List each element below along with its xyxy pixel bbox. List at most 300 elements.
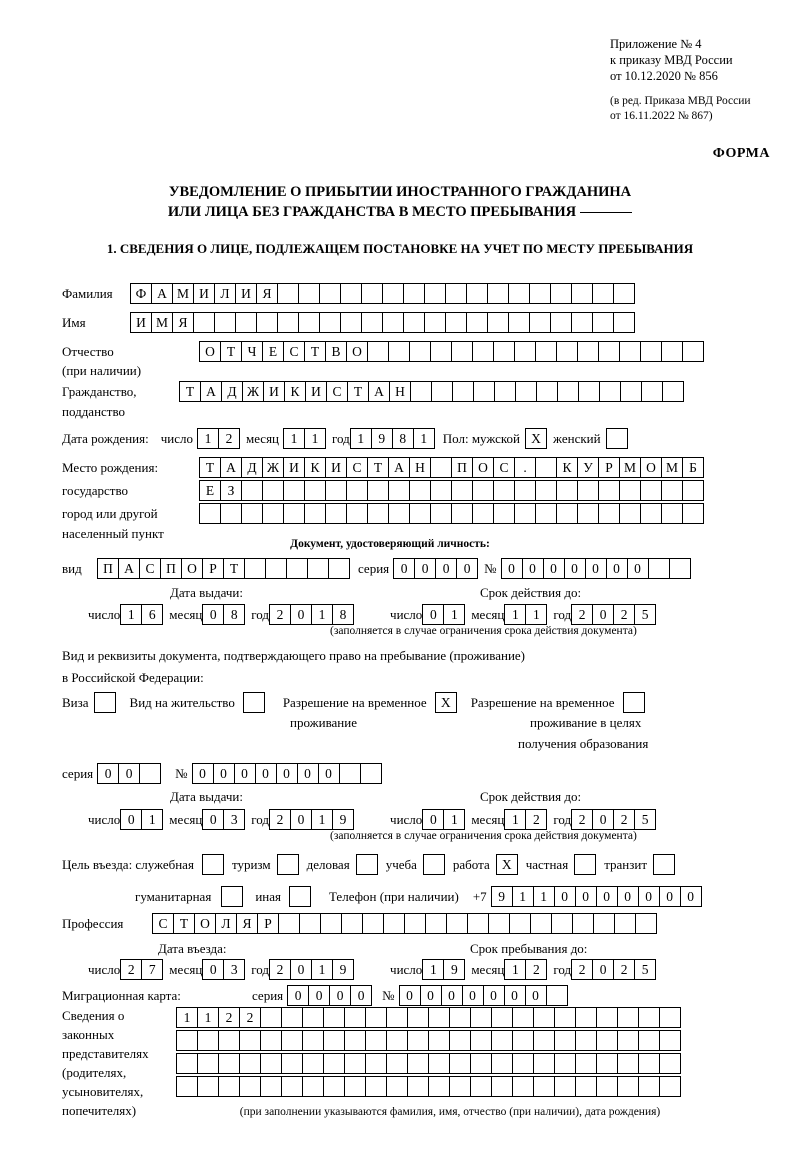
char-cell[interactable]: [407, 1007, 429, 1028]
char-cell[interactable]: [260, 1053, 282, 1074]
char-cell[interactable]: 0: [483, 985, 505, 1006]
birthplace-input-line2[interactable]: [199, 480, 704, 501]
char-cell[interactable]: [648, 558, 670, 579]
char-cell[interactable]: К: [556, 457, 578, 478]
char-cell[interactable]: [323, 1030, 345, 1051]
char-cell[interactable]: [669, 558, 691, 579]
char-cell[interactable]: [575, 1007, 597, 1028]
char-cell[interactable]: [638, 1053, 660, 1074]
char-cell[interactable]: Ж: [242, 381, 264, 402]
char-cell[interactable]: И: [283, 457, 305, 478]
char-cell[interactable]: [554, 1076, 576, 1097]
legal-rep-input-2[interactable]: [176, 1030, 681, 1051]
char-cell[interactable]: 2: [613, 959, 635, 980]
char-cell[interactable]: [451, 503, 473, 524]
char-cell[interactable]: [388, 503, 410, 524]
purpose-service-checkbox[interactable]: [202, 854, 224, 875]
profession-input[interactable]: [152, 913, 657, 934]
char-cell[interactable]: [298, 283, 320, 304]
char-cell[interactable]: [262, 480, 284, 501]
char-cell[interactable]: [365, 1007, 387, 1028]
char-cell[interactable]: 1: [120, 604, 142, 625]
char-cell[interactable]: К: [304, 457, 326, 478]
char-cell[interactable]: [382, 283, 404, 304]
char-cell[interactable]: [176, 1030, 198, 1051]
char-cell[interactable]: И: [263, 381, 285, 402]
char-cell[interactable]: [509, 913, 531, 934]
char-cell[interactable]: [428, 1053, 450, 1074]
residence-permit-checkbox[interactable]: [243, 692, 265, 713]
char-cell[interactable]: 1: [525, 604, 547, 625]
char-cell[interactable]: [388, 480, 410, 501]
char-cell[interactable]: 0: [522, 558, 544, 579]
char-cell[interactable]: И: [193, 283, 215, 304]
char-cell[interactable]: [682, 503, 704, 524]
char-cell[interactable]: [487, 283, 509, 304]
stay-day-input[interactable]: [422, 959, 465, 980]
char-cell[interactable]: [613, 312, 635, 333]
purpose-tourism-checkbox[interactable]: [277, 854, 299, 875]
char-cell[interactable]: [619, 480, 641, 501]
char-cell[interactable]: 1: [443, 809, 465, 830]
char-cell[interactable]: .: [514, 457, 536, 478]
char-cell[interactable]: Е: [199, 480, 221, 501]
char-cell[interactable]: 0: [290, 604, 312, 625]
char-cell[interactable]: [575, 1030, 597, 1051]
char-cell[interactable]: [340, 312, 362, 333]
permit-valid-day-input[interactable]: [422, 809, 465, 830]
char-cell[interactable]: [572, 913, 594, 934]
char-cell[interactable]: [176, 1076, 198, 1097]
char-cell[interactable]: [197, 1030, 219, 1051]
char-cell[interactable]: [323, 1053, 345, 1074]
char-cell[interactable]: 0: [554, 886, 576, 907]
char-cell[interactable]: [386, 1076, 408, 1097]
char-cell[interactable]: [512, 1053, 534, 1074]
birth-month-input[interactable]: [283, 428, 326, 449]
char-cell[interactable]: [430, 503, 452, 524]
char-cell[interactable]: [360, 763, 382, 784]
char-cell[interactable]: [365, 1030, 387, 1051]
char-cell[interactable]: [577, 341, 599, 362]
char-cell[interactable]: [409, 341, 431, 362]
surname-input[interactable]: [130, 283, 635, 304]
char-cell[interactable]: 0: [255, 763, 277, 784]
char-cell[interactable]: 1: [504, 959, 526, 980]
char-cell[interactable]: [452, 381, 474, 402]
char-cell[interactable]: [512, 1076, 534, 1097]
char-cell[interactable]: 0: [659, 886, 681, 907]
legal-rep-input-3[interactable]: [176, 1053, 681, 1074]
char-cell[interactable]: 0: [297, 763, 319, 784]
char-cell[interactable]: Р: [257, 913, 279, 934]
char-cell[interactable]: 0: [592, 959, 614, 980]
char-cell[interactable]: [407, 1053, 429, 1074]
char-cell[interactable]: [493, 341, 515, 362]
char-cell[interactable]: 0: [592, 604, 614, 625]
char-cell[interactable]: М: [619, 457, 641, 478]
char-cell[interactable]: 0: [680, 886, 702, 907]
char-cell[interactable]: Е: [262, 341, 284, 362]
char-cell[interactable]: 0: [638, 886, 660, 907]
char-cell[interactable]: 0: [97, 763, 119, 784]
char-cell[interactable]: 9: [491, 886, 513, 907]
char-cell[interactable]: [556, 480, 578, 501]
char-cell[interactable]: [619, 503, 641, 524]
purpose-private-checkbox[interactable]: [574, 854, 596, 875]
char-cell[interactable]: 2: [613, 604, 635, 625]
char-cell[interactable]: 0: [543, 558, 565, 579]
char-cell[interactable]: [472, 480, 494, 501]
birth-year-input[interactable]: [350, 428, 435, 449]
char-cell[interactable]: 0: [287, 985, 309, 1006]
doc-issue-year-input[interactable]: [269, 604, 354, 625]
char-cell[interactable]: [470, 1030, 492, 1051]
char-cell[interactable]: [302, 1030, 324, 1051]
char-cell[interactable]: [661, 341, 683, 362]
char-cell[interactable]: [320, 913, 342, 934]
char-cell[interactable]: [382, 312, 404, 333]
char-cell[interactable]: [491, 1076, 513, 1097]
char-cell[interactable]: [298, 312, 320, 333]
char-cell[interactable]: 9: [443, 959, 465, 980]
char-cell[interactable]: [577, 503, 599, 524]
char-cell[interactable]: [424, 312, 446, 333]
char-cell[interactable]: Т: [347, 381, 369, 402]
char-cell[interactable]: 9: [332, 809, 354, 830]
char-cell[interactable]: [638, 1007, 660, 1028]
char-cell[interactable]: [617, 1030, 639, 1051]
char-cell[interactable]: [596, 1007, 618, 1028]
char-cell[interactable]: Л: [215, 913, 237, 934]
char-cell[interactable]: [214, 312, 236, 333]
char-cell[interactable]: [470, 1076, 492, 1097]
char-cell[interactable]: 0: [606, 558, 628, 579]
char-cell[interactable]: [325, 503, 347, 524]
entry-month-input[interactable]: [202, 959, 245, 980]
char-cell[interactable]: [341, 913, 363, 934]
char-cell[interactable]: [344, 1076, 366, 1097]
char-cell[interactable]: [430, 341, 452, 362]
char-cell[interactable]: 0: [617, 886, 639, 907]
char-cell[interactable]: 0: [290, 809, 312, 830]
char-cell[interactable]: [599, 381, 621, 402]
char-cell[interactable]: О: [346, 341, 368, 362]
sex-male-checkbox[interactable]: Х: [525, 428, 547, 449]
char-cell[interactable]: [307, 558, 329, 579]
char-cell[interactable]: А: [151, 283, 173, 304]
char-cell[interactable]: [533, 1053, 555, 1074]
char-cell[interactable]: [554, 1053, 576, 1074]
char-cell[interactable]: [536, 381, 558, 402]
char-cell[interactable]: [467, 913, 489, 934]
char-cell[interactable]: [451, 480, 473, 501]
char-cell[interactable]: [508, 312, 530, 333]
char-cell[interactable]: 0: [575, 886, 597, 907]
char-cell[interactable]: [682, 341, 704, 362]
char-cell[interactable]: [220, 503, 242, 524]
char-cell[interactable]: 0: [414, 558, 436, 579]
char-cell[interactable]: 2: [218, 428, 240, 449]
char-cell[interactable]: [344, 1030, 366, 1051]
char-cell[interactable]: [635, 913, 657, 934]
permit-issue-year-input[interactable]: [269, 809, 354, 830]
temp-residence-checkbox[interactable]: Х: [435, 692, 457, 713]
char-cell[interactable]: [575, 1076, 597, 1097]
char-cell[interactable]: [302, 1007, 324, 1028]
char-cell[interactable]: [659, 1076, 681, 1097]
char-cell[interactable]: [323, 1007, 345, 1028]
char-cell[interactable]: [449, 1076, 471, 1097]
char-cell[interactable]: [682, 480, 704, 501]
char-cell[interactable]: [535, 503, 557, 524]
char-cell[interactable]: [445, 283, 467, 304]
char-cell[interactable]: 5: [634, 959, 656, 980]
char-cell[interactable]: Т: [220, 341, 242, 362]
char-cell[interactable]: [319, 312, 341, 333]
char-cell[interactable]: [283, 503, 305, 524]
char-cell[interactable]: [556, 341, 578, 362]
char-cell[interactable]: [277, 283, 299, 304]
legal-rep-input-4[interactable]: [176, 1076, 681, 1097]
char-cell[interactable]: [640, 480, 662, 501]
char-cell[interactable]: О: [181, 558, 203, 579]
char-cell[interactable]: 8: [392, 428, 414, 449]
char-cell[interactable]: [449, 1030, 471, 1051]
char-cell[interactable]: [533, 1076, 555, 1097]
char-cell[interactable]: [466, 312, 488, 333]
char-cell[interactable]: [365, 1053, 387, 1074]
char-cell[interactable]: 0: [308, 985, 330, 1006]
char-cell[interactable]: [428, 1007, 450, 1028]
char-cell[interactable]: 0: [504, 985, 526, 1006]
char-cell[interactable]: О: [199, 341, 221, 362]
char-cell[interactable]: 0: [234, 763, 256, 784]
char-cell[interactable]: [592, 283, 614, 304]
sex-female-checkbox[interactable]: [606, 428, 628, 449]
char-cell[interactable]: 2: [218, 1007, 240, 1028]
char-cell[interactable]: П: [97, 558, 119, 579]
char-cell[interactable]: [598, 503, 620, 524]
char-cell[interactable]: 2: [571, 809, 593, 830]
char-cell[interactable]: 0: [120, 809, 142, 830]
purpose-business-checkbox[interactable]: [356, 854, 378, 875]
char-cell[interactable]: [661, 503, 683, 524]
char-cell[interactable]: 0: [350, 985, 372, 1006]
char-cell[interactable]: [533, 1030, 555, 1051]
char-cell[interactable]: В: [325, 341, 347, 362]
char-cell[interactable]: [361, 283, 383, 304]
char-cell[interactable]: 9: [332, 959, 354, 980]
char-cell[interactable]: 2: [269, 604, 291, 625]
entry-year-input[interactable]: [269, 959, 354, 980]
char-cell[interactable]: [546, 985, 568, 1006]
char-cell[interactable]: [428, 1076, 450, 1097]
char-cell[interactable]: [593, 913, 615, 934]
char-cell[interactable]: [512, 1030, 534, 1051]
char-cell[interactable]: М: [151, 312, 173, 333]
char-cell[interactable]: 1: [141, 809, 163, 830]
char-cell[interactable]: [262, 503, 284, 524]
char-cell[interactable]: 1: [512, 886, 534, 907]
char-cell[interactable]: 7: [141, 959, 163, 980]
char-cell[interactable]: Т: [179, 381, 201, 402]
purpose-humanitarian-checkbox[interactable]: [221, 886, 243, 907]
purpose-work-checkbox[interactable]: Х: [496, 854, 518, 875]
char-cell[interactable]: [323, 1076, 345, 1097]
char-cell[interactable]: 0: [501, 558, 523, 579]
char-cell[interactable]: Т: [223, 558, 245, 579]
char-cell[interactable]: 1: [533, 886, 555, 907]
char-cell[interactable]: [281, 1076, 303, 1097]
char-cell[interactable]: [139, 763, 161, 784]
char-cell[interactable]: [556, 503, 578, 524]
stay-year-input[interactable]: [571, 959, 656, 980]
char-cell[interactable]: 0: [202, 809, 224, 830]
char-cell[interactable]: Т: [173, 913, 195, 934]
char-cell[interactable]: [638, 1030, 660, 1051]
char-cell[interactable]: 1: [350, 428, 372, 449]
char-cell[interactable]: С: [152, 913, 174, 934]
char-cell[interactable]: [340, 283, 362, 304]
char-cell[interactable]: [598, 480, 620, 501]
char-cell[interactable]: М: [172, 283, 194, 304]
char-cell[interactable]: [383, 913, 405, 934]
char-cell[interactable]: 2: [269, 809, 291, 830]
char-cell[interactable]: [451, 341, 473, 362]
char-cell[interactable]: [493, 503, 515, 524]
char-cell[interactable]: [508, 283, 530, 304]
char-cell[interactable]: [550, 283, 572, 304]
char-cell[interactable]: 1: [311, 809, 333, 830]
char-cell[interactable]: 2: [571, 959, 593, 980]
char-cell[interactable]: А: [388, 457, 410, 478]
char-cell[interactable]: 1: [304, 428, 326, 449]
char-cell[interactable]: [535, 341, 557, 362]
char-cell[interactable]: [596, 1053, 618, 1074]
migration-number-input[interactable]: [399, 985, 568, 1006]
char-cell[interactable]: 0: [435, 558, 457, 579]
char-cell[interactable]: У: [577, 457, 599, 478]
char-cell[interactable]: 0: [118, 763, 140, 784]
char-cell[interactable]: [578, 381, 600, 402]
char-cell[interactable]: 3: [223, 809, 245, 830]
char-cell[interactable]: 0: [399, 985, 421, 1006]
char-cell[interactable]: О: [194, 913, 216, 934]
char-cell[interactable]: [278, 913, 300, 934]
char-cell[interactable]: [514, 341, 536, 362]
char-cell[interactable]: [265, 558, 287, 579]
char-cell[interactable]: [244, 558, 266, 579]
char-cell[interactable]: [535, 480, 557, 501]
char-cell[interactable]: [659, 1007, 681, 1028]
char-cell[interactable]: [472, 503, 494, 524]
char-cell[interactable]: 0: [192, 763, 214, 784]
char-cell[interactable]: [613, 283, 635, 304]
char-cell[interactable]: 0: [462, 985, 484, 1006]
permit-issue-day-input[interactable]: [120, 809, 163, 830]
char-cell[interactable]: [491, 1053, 513, 1074]
char-cell[interactable]: Ф: [130, 283, 152, 304]
char-cell[interactable]: [388, 341, 410, 362]
entry-day-input[interactable]: [120, 959, 163, 980]
char-cell[interactable]: 1: [443, 604, 465, 625]
char-cell[interactable]: [218, 1053, 240, 1074]
char-cell[interactable]: [239, 1053, 261, 1074]
char-cell[interactable]: [491, 1007, 513, 1028]
char-cell[interactable]: [409, 480, 431, 501]
char-cell[interactable]: [470, 1053, 492, 1074]
char-cell[interactable]: [514, 480, 536, 501]
char-cell[interactable]: 0: [393, 558, 415, 579]
purpose-other-checkbox[interactable]: [289, 886, 311, 907]
char-cell[interactable]: Я: [256, 283, 278, 304]
char-cell[interactable]: [554, 1007, 576, 1028]
char-cell[interactable]: [598, 341, 620, 362]
char-cell[interactable]: 0: [456, 558, 478, 579]
char-cell[interactable]: Б: [682, 457, 704, 478]
char-cell[interactable]: П: [451, 457, 473, 478]
char-cell[interactable]: 0: [422, 604, 444, 625]
char-cell[interactable]: [620, 381, 642, 402]
char-cell[interactable]: [281, 1007, 303, 1028]
char-cell[interactable]: 0: [564, 558, 586, 579]
char-cell[interactable]: [577, 480, 599, 501]
char-cell[interactable]: 2: [120, 959, 142, 980]
char-cell[interactable]: О: [472, 457, 494, 478]
char-cell[interactable]: [325, 480, 347, 501]
birth-day-input[interactable]: [197, 428, 240, 449]
char-cell[interactable]: 1: [504, 604, 526, 625]
char-cell[interactable]: [535, 457, 557, 478]
permit-valid-year-input[interactable]: [571, 809, 656, 830]
char-cell[interactable]: С: [346, 457, 368, 478]
patronymic-input[interactable]: [199, 341, 704, 362]
char-cell[interactable]: [641, 381, 663, 402]
char-cell[interactable]: Я: [172, 312, 194, 333]
char-cell[interactable]: [472, 341, 494, 362]
char-cell[interactable]: [193, 312, 215, 333]
citizenship-input[interactable]: [179, 381, 684, 402]
char-cell[interactable]: 0: [585, 558, 607, 579]
char-cell[interactable]: С: [283, 341, 305, 362]
char-cell[interactable]: [640, 341, 662, 362]
char-cell[interactable]: [344, 1053, 366, 1074]
doc-number-input[interactable]: [501, 558, 691, 579]
permit-series-input[interactable]: [97, 763, 161, 784]
char-cell[interactable]: 2: [269, 959, 291, 980]
char-cell[interactable]: 5: [634, 809, 656, 830]
char-cell[interactable]: [449, 1007, 471, 1028]
char-cell[interactable]: 1: [176, 1007, 198, 1028]
doc-issue-month-input[interactable]: [202, 604, 245, 625]
char-cell[interactable]: [473, 381, 495, 402]
char-cell[interactable]: К: [284, 381, 306, 402]
char-cell[interactable]: [424, 283, 446, 304]
char-cell[interactable]: [638, 1076, 660, 1097]
char-cell[interactable]: 0: [202, 959, 224, 980]
doc-series-input[interactable]: [393, 558, 478, 579]
char-cell[interactable]: 0: [422, 809, 444, 830]
char-cell[interactable]: [530, 913, 552, 934]
char-cell[interactable]: [551, 913, 573, 934]
char-cell[interactable]: Л: [214, 283, 236, 304]
char-cell[interactable]: [403, 283, 425, 304]
char-cell[interactable]: [529, 283, 551, 304]
char-cell[interactable]: [659, 1053, 681, 1074]
char-cell[interactable]: 1: [197, 1007, 219, 1028]
char-cell[interactable]: [328, 558, 350, 579]
